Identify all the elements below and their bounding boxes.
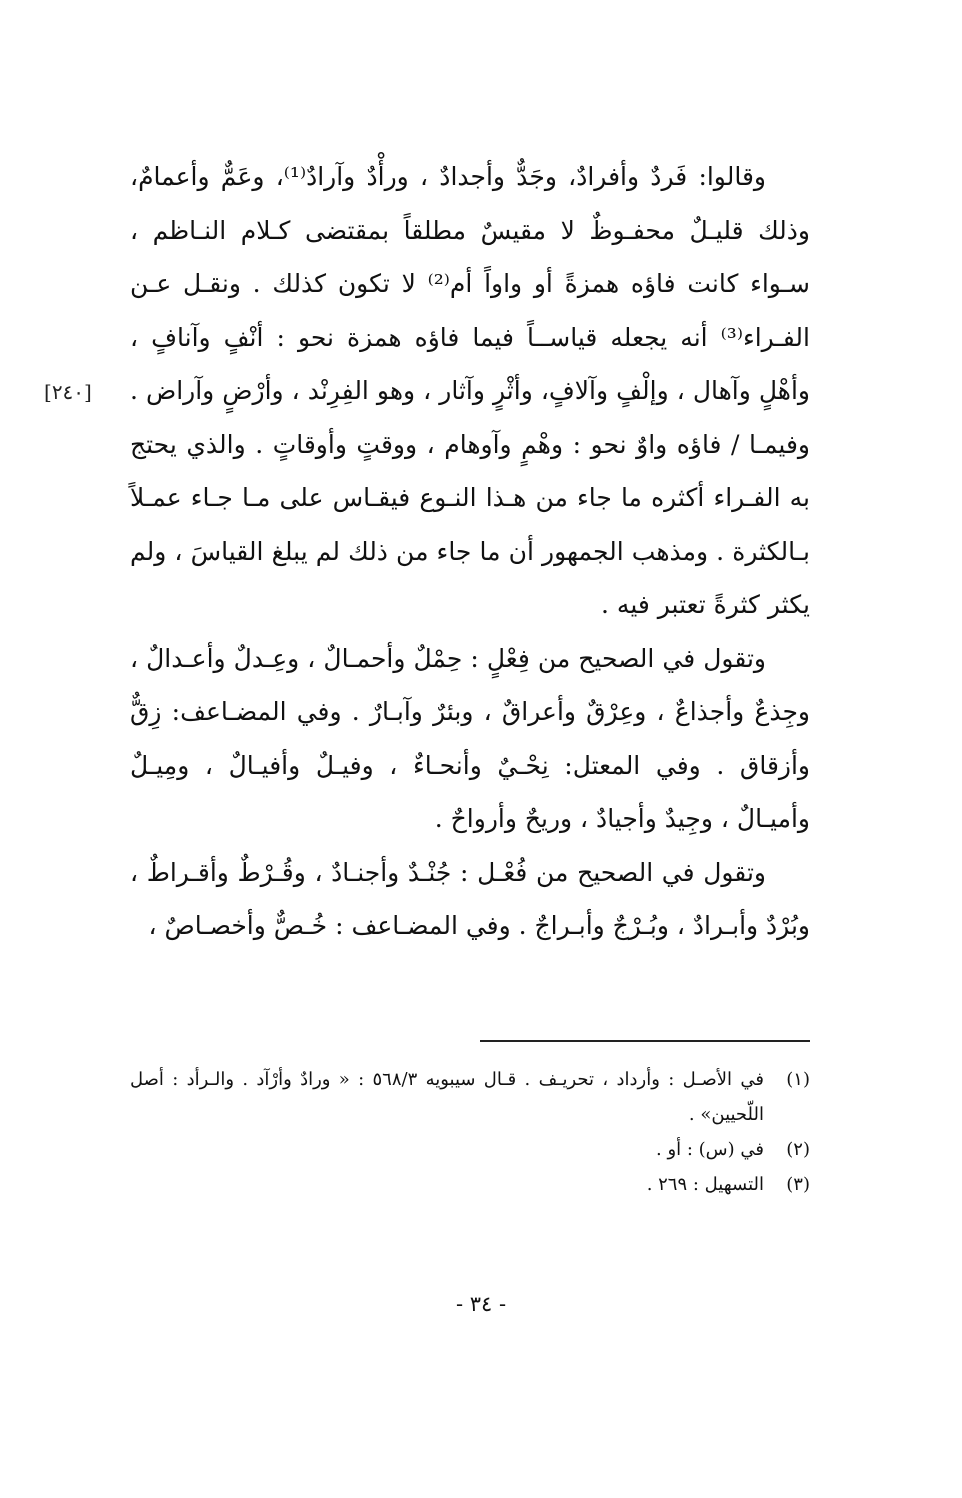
footnote-text: في الأصـل : وأرداد ، تحريـف . قـال سيبويه ٥٦٨/٣ : « ورادٌ وأرْآد . والـرأد : أصل اللّحيين» . bbox=[130, 1069, 764, 1125]
footnote-number: (٣) bbox=[786, 1174, 810, 1195]
footnote-3 bbox=[130, 1167, 810, 1202]
footnotes bbox=[130, 1062, 810, 1202]
paragraph-2: وتقول في الصحيح من فِعْلٍ : حِمْلٌ وأحمـالٌ ، وعِـدلٌ وأعـدالٌ ، وجِذعٌ وأجذاعٌ ، وعِرْقٌ وأعراقٌ ، وبئرٌ وآبـارٌ . وفي المضـاعف: زِقٌّ وأزقاق . وفي المعتل: نِحْـيٌ وأنحـاءٌ ، وفيـلٌ وأفيـالٌ ، ومِيـلٌ وأميـالٌ ، وجِيدٌ وأجيادٌ ، وريحٌ وأرواحٌ . bbox=[130, 643, 810, 833]
footnote-text: في (س) : أو . bbox=[656, 1139, 764, 1160]
footnote-2 bbox=[130, 1132, 810, 1167]
paragraph-1: وقالوا: فَردٌ وأفرادٌ، وجَدٌّ وأجدادٌ ، ورأْدٌ وآرادٌ⁽¹⁾، وعَمٌّ وأعمامٌ، وذلك قليـلٌ محفـوظٌ لا مقيسٌ مطلقاً بمقتضى كـلام النـاظم ، سـواء كانت فاؤه همزةً أو واواً أم⁽²⁾ لا تكون كذلك . ونقـل عـن الفـراء⁽³⁾ أنه يجعله قياســاً فيما فاؤه همزة نحو : أنْفٍ وآنافٍ ، وأهْلٍ وآهال ، وإلْفٍ وآلافٍ، وأثْرٍ وآثار ، وهو الفِرِنْد ، وأرْضٍ وآراض . وفيمـا / فاؤه واوٌ نحو : وهْمٍ وآوهام ، ووقتٍ وأوقاتٍ . والذي يحتج به الفـراء أكثره ما جاء من هـذا النـوع فيقـاس على مـا جـاء عمـلاً بـالكثرة . ومذهب الجمهور أن ما جاء من ذلك لم يبلغ القياسَ ، ولم يكثر كثرةً تعتبر فيه . bbox=[130, 162, 810, 619]
main-text bbox=[130, 150, 810, 953]
manuscript-folio-reference: [٢٤٠] bbox=[44, 380, 92, 404]
footnote-separator bbox=[480, 1040, 810, 1042]
footnote-number: (٢) bbox=[786, 1139, 810, 1160]
footnote-number: (١) bbox=[786, 1069, 810, 1090]
paragraph-3: وتقول في الصحيح من فُعْـل : جُنْـدٌ وأجنـادٌ ، وقُـرْطٌ وأقـراطٌ ، وبُرْدٌ وأبـرادٌ ، وبُـرْجٌ وأبـراجٌ . وفي المضـاعف : خُـصٌّ وأخصـاصٌ ، bbox=[130, 857, 810, 940]
footnote-1 bbox=[130, 1062, 810, 1132]
page-number: - ٣٤ - bbox=[455, 1292, 507, 1316]
footnote-text: التسهيل : ٢٦٩ . bbox=[646, 1174, 764, 1195]
